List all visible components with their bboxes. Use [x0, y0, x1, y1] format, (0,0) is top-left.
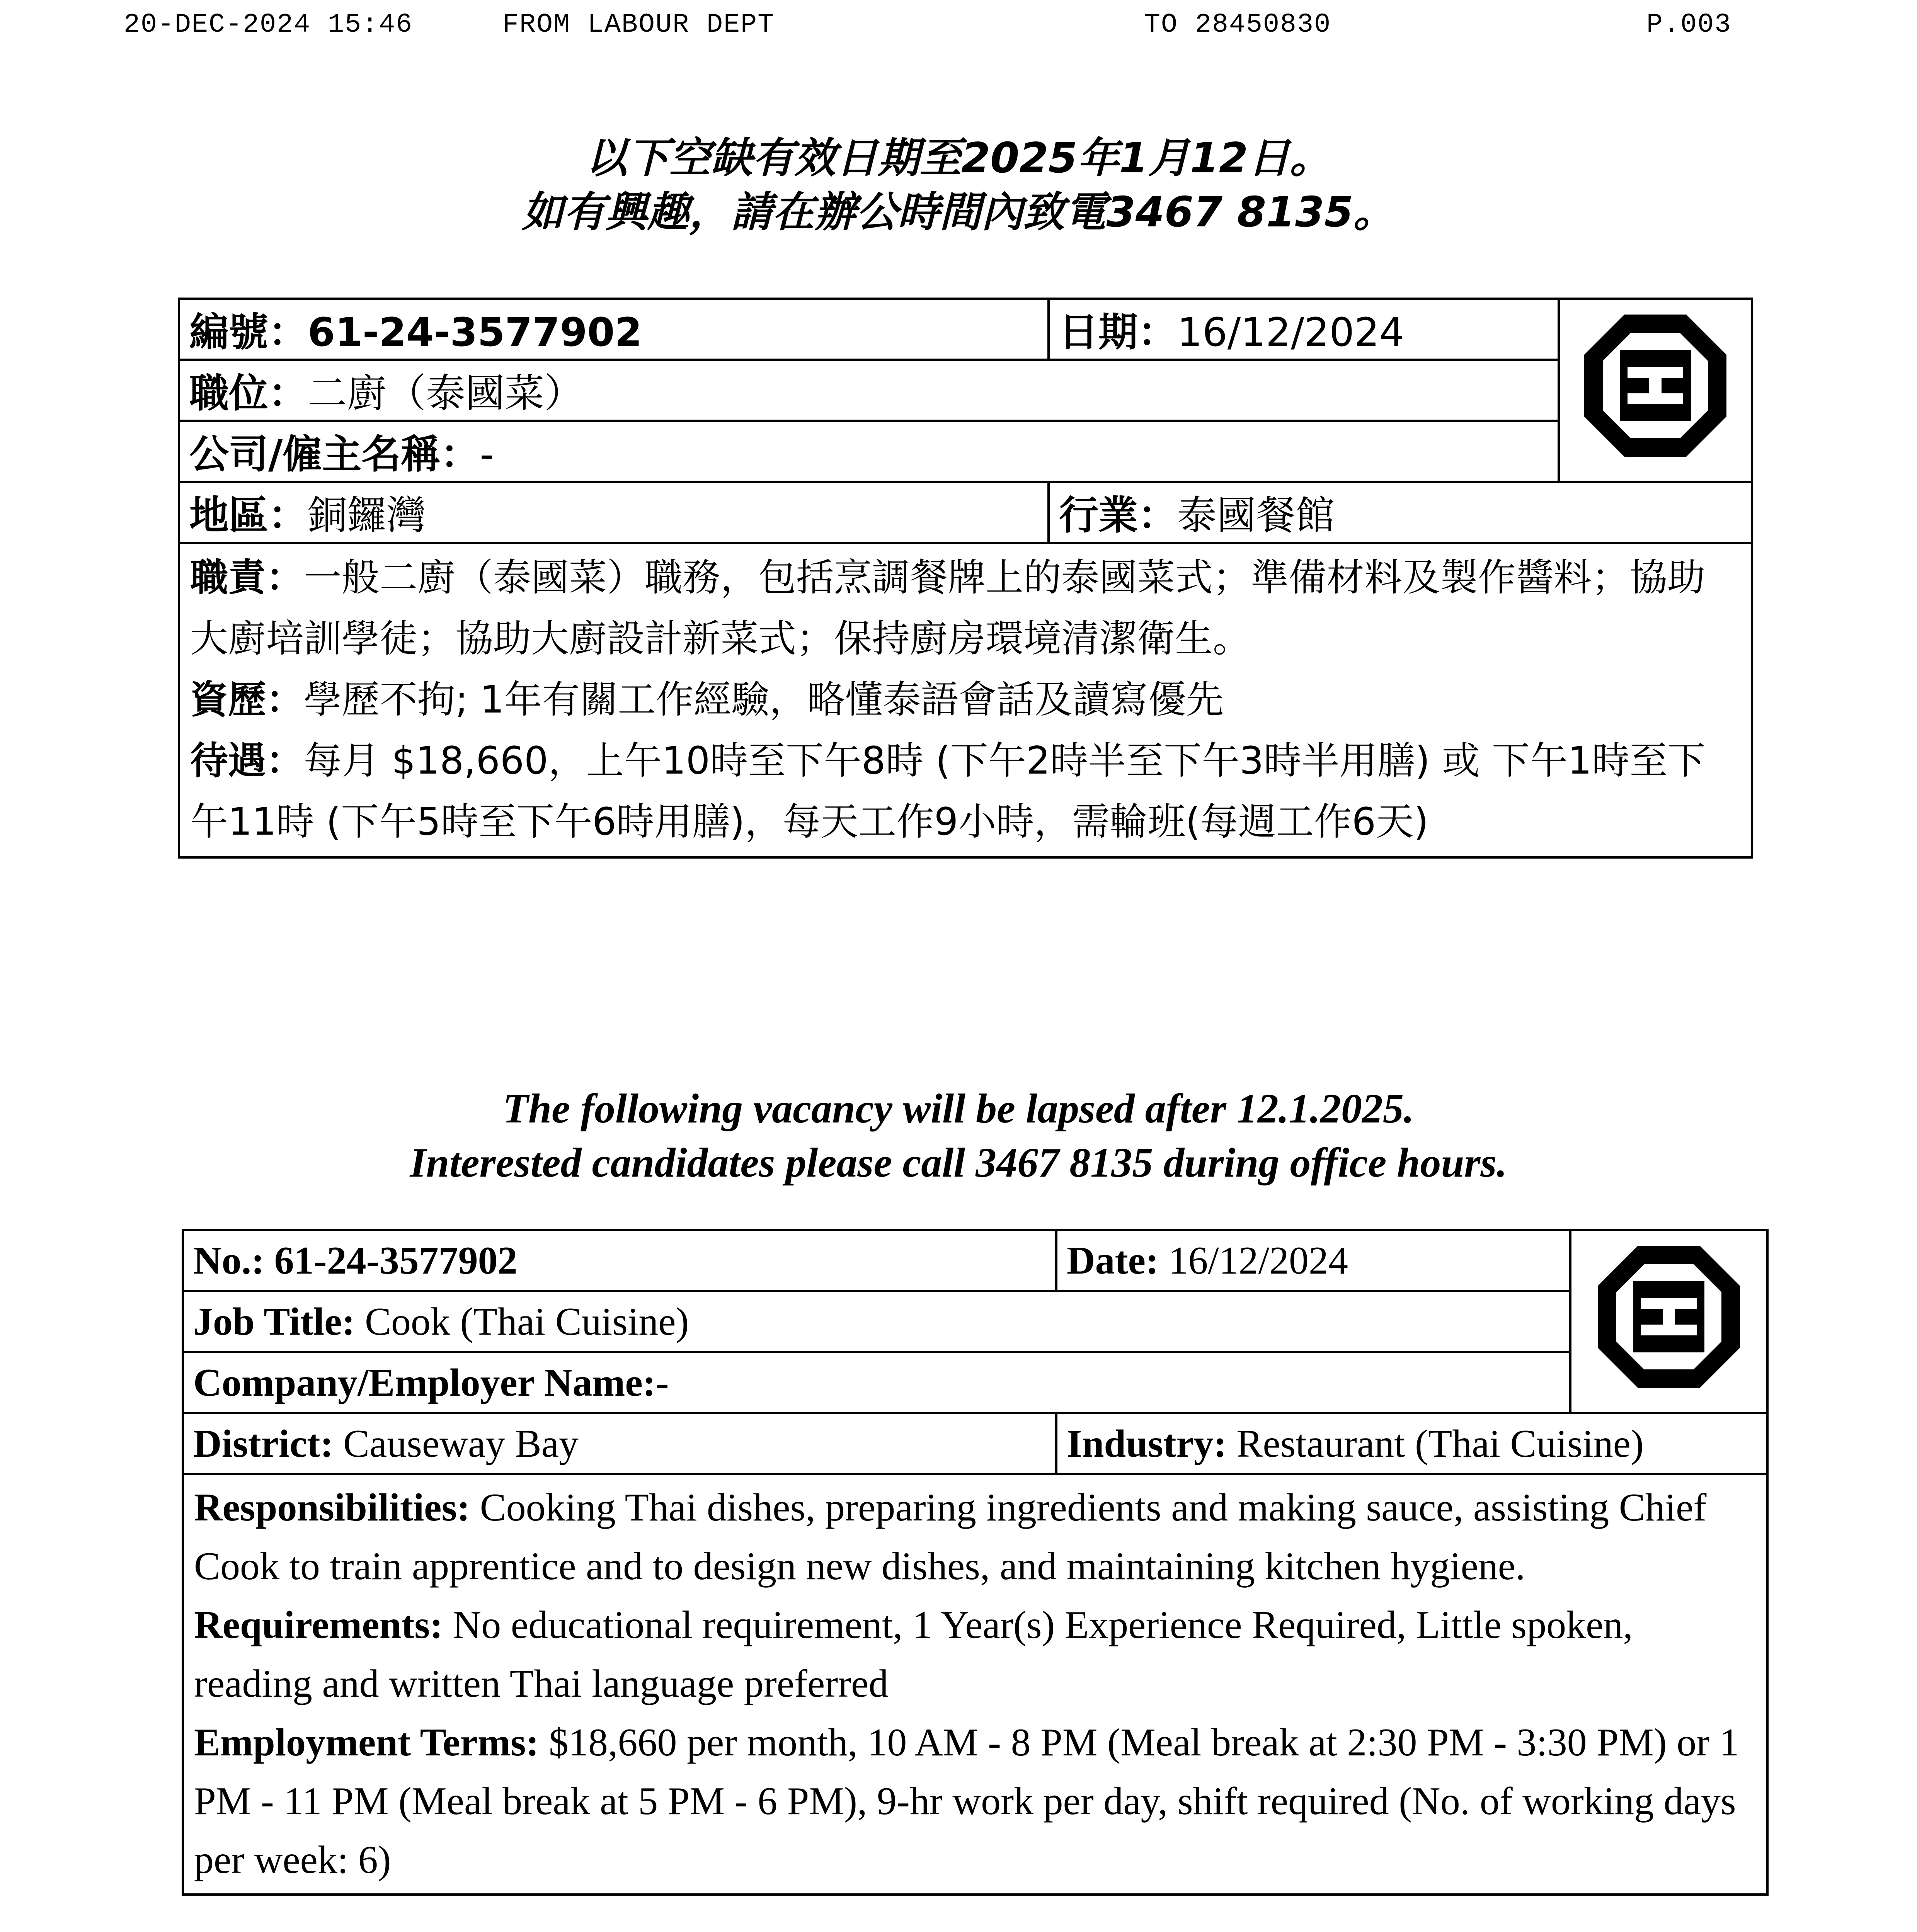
english-notice [0, 1082, 1917, 1190]
en-terms-value: $18,660 per month, 10 AM - 8 PM (Meal break at 2:30 PM - 3:30 PM) or 1 PM - 11 PM (Meal break at 5 PM - 6 PM), 9-hr work per day, shift required (No. of working days per week: 6) [194, 1721, 1739, 1882]
fax-to: TO 28450830 [1144, 10, 1331, 40]
chinese-vacancy-table [178, 298, 1753, 859]
cn-title-cell [179, 360, 1559, 421]
cn-district-label: 地區： [189, 493, 308, 539]
cn-details-cell [179, 543, 1752, 857]
en-date-value: 16/12/2024 [1168, 1238, 1348, 1282]
chinese-notice-line1: 以下空缺有效日期至2025年1月12日。 [585, 134, 1332, 182]
cn-duties-label: 職責： [190, 556, 304, 600]
cn-terms [190, 730, 1741, 852]
english-vacancy-table [182, 1229, 1769, 1896]
en-no-value: 61-24-3577902 [274, 1238, 518, 1282]
cn-duties-value: 一般二廚（泰國菜）職務，包括烹調餐牌上的泰國菜式；準備材料及製作醬料；協助大廚培訓學徒；協助大廚設計新菜式；保持廚房環境清潔衛生。 [190, 556, 1706, 661]
en-title-label: Job Title: [193, 1299, 355, 1344]
cn-title-label: 職位： [189, 371, 308, 417]
en-no-cell [183, 1230, 1056, 1291]
en-req-label: Requirements: [194, 1603, 443, 1647]
en-title-cell [183, 1291, 1570, 1352]
en-responsibilities [194, 1478, 1756, 1596]
cn-duties [190, 547, 1741, 669]
cn-date-cell [1049, 299, 1559, 360]
cn-terms-value: 每月 $18,660，上午10時至下午8時 (下午2時半至下午3時半用膳) 或 下午1時至下午11時 (下午5時至下午6時用膳)，每天工作9小時，需輪班(每週工作6天) [190, 739, 1706, 844]
en-title-value: Cook (Thai Cuisine) [364, 1299, 689, 1344]
en-industry-cell [1056, 1413, 1767, 1474]
en-district-value: Causeway Bay [343, 1422, 579, 1466]
en-district-cell [183, 1413, 1056, 1474]
cn-industry-label: 行業： [1059, 493, 1177, 539]
cn-qual-label: 資歷： [190, 678, 304, 722]
en-company-cell [183, 1352, 1570, 1413]
en-date-label: Date: [1067, 1238, 1159, 1282]
en-date-cell [1056, 1230, 1570, 1291]
cn-no-cell [179, 299, 1049, 360]
cn-qual-value: 學歷不拘; 1年有關工作經驗，略懂泰語會話及讀寫優先 [304, 678, 1224, 722]
cn-industry-cell [1049, 482, 1752, 543]
cn-company-label: 公司/僱主名稱： [189, 432, 480, 478]
fax-from: FROM LABOUR DEPT [502, 10, 775, 40]
en-req-value: No educational requirement, 1 Year(s) Experience Required, Little spoken, reading and written Thai language preferred [194, 1603, 1633, 1706]
en-requirements [194, 1596, 1756, 1713]
chinese-notice-line2: 如有興趣，請在辦公時間內致電3467 8135。 [522, 188, 1395, 236]
en-industry-label: Industry: [1067, 1422, 1227, 1466]
fax-header [124, 8, 1755, 43]
en-logo-cell [1570, 1230, 1767, 1413]
cn-company-value: - [480, 432, 494, 478]
fax-datetime: 20-DEC-2024 15:46 [124, 10, 413, 40]
en-details-cell [183, 1474, 1767, 1895]
cn-terms-label: 待遇： [190, 739, 304, 783]
en-company-value: - [655, 1361, 669, 1405]
cn-company-cell [179, 421, 1559, 482]
en-no-label: No.: [193, 1238, 265, 1282]
en-industry-value: Restaurant (Thai Cuisine) [1236, 1422, 1644, 1466]
en-company-label: Company/Employer Name: [193, 1361, 656, 1405]
english-notice-line2: Interested candidates please call 3467 8135 during office hours. [410, 1140, 1507, 1186]
cn-logo-cell [1559, 299, 1752, 482]
labour-department-logo-icon [1592, 1240, 1746, 1394]
cn-date-label: 日期： [1059, 310, 1177, 355]
en-resp-label: Responsibilities: [194, 1486, 470, 1529]
cn-date-value: 16/12/2024 [1177, 310, 1405, 355]
labour-department-logo-icon [1578, 308, 1733, 463]
en-terms-label: Employment Terms: [194, 1721, 539, 1764]
cn-title-value: 二廚（泰國菜） [308, 371, 584, 417]
en-resp-value: Cooking Thai dishes, preparing ingredients and making sauce, assisting Chief Cook to train apprentice and to design new dishes, and maintaining kitchen hygiene. [194, 1486, 1707, 1588]
cn-district-value: 銅鑼灣 [308, 493, 426, 539]
fax-page: P.003 [1646, 10, 1732, 40]
cn-no-label: 編號： [189, 310, 308, 355]
cn-district-cell [179, 482, 1049, 543]
cn-qualification [190, 669, 1741, 730]
en-terms [194, 1713, 1756, 1889]
english-notice-line1: The following vacancy will be lapsed after 12.1.2025. [503, 1086, 1414, 1132]
cn-industry-value: 泰國餐館 [1177, 493, 1335, 539]
chinese-notice [0, 131, 1917, 240]
cn-no-value: 61-24-3577902 [308, 310, 642, 355]
en-district-label: District: [193, 1422, 334, 1466]
